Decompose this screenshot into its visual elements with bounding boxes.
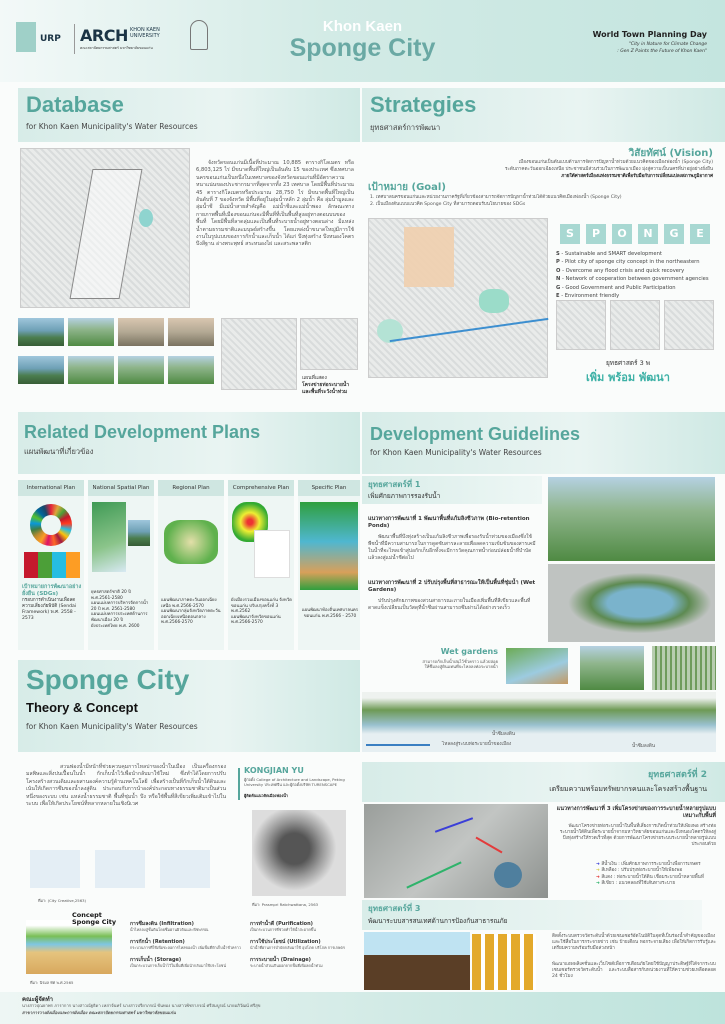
theory-body: สวนฟองน้ำมีหน้าที่ช่วยควบคุมการไหลบ่าของน้ำในเมือง เป็นเครื่องกรองมลพิษและสิ่งปนเปื้อนในน้ำ กักเก็บน้ำไว้เพื่อนำกลับมาใช้ใหม่ ซึ่งทำได้โดยการปรับโครงสร้างสวนเดิมและผสานองค์ความรู้ด้านเทคโนโลยี เพื่อสร้างเป็นที่กักเก็บน้ำใต้ดินและเน้นให้เกิดการซึมของน้ำลงสู่ดิน ประกอบกับการนำองค์ประกอบทางธรรมชาติมาเป็นส่วนหนึ่งของระบบ เช่น แหล่งน้ำธรรมชาติ พื้นที่ชุ่มน้ำ บึง หรือใช้พื้นที่สีเขียวเพิ่มเติมเข้าไปในระบบ เพื่อให้เกิดประโยชน์ที่หลากหลายในเชิงนิเวศ: [26, 764, 226, 808]
concept-item: การซึมลงดิน (Infiltration) น้ำไหลลงสู่ชั้นดินโดยซึมผ่านผิวดินและพืชพรรณ: [130, 921, 209, 932]
strategy-1-band: [362, 476, 542, 504]
guideline-3-body: พัฒนาโครงข่ายท่อระบายน้ำในพื้นที่เสี่ยงการเกิดน้ำท่วมให้เพียงพอ สร้างท่อระบายน้ำใต้ดินเพื่อระบายน้ำจากมหาวิทยาลัยขอนแก่นและบึงหนองโคตรให้ลงสู่บึงทุ่งสร้างให้รวดเร็วที่สุด ด้วยการพัฒนาโครงข่ายระบบระบายน้ำหลายรูปแบบ ประกอบด้วย: [559, 824, 716, 847]
strategy-3w-label: ยุทธศาสตร์ 3 พ: [606, 359, 651, 367]
plan-item: แผนพัฒนาภาคตะวันออกเฉียงเหนือ พ.ศ.2566-2570: [161, 598, 217, 609]
sponge-item: O - Overcome any flood crisis and quick recovery: [556, 267, 685, 274]
credits-band: [0, 992, 725, 1024]
concept-list-right: [250, 920, 350, 968]
concept-item: การใช้ประโยชน์ (Utilization) นำน้ำที่ผ่านการบำบัดกลับมาใช้ อุปโภค บริโภค การเกษตร: [250, 938, 345, 950]
sdg-tiles: [24, 552, 80, 578]
wet-gardens-title: Wet gardens: [440, 647, 498, 656]
section-label-2: ไหลลงสู่ระบบท่อระบายน้ำของเมือง: [442, 742, 512, 747]
sponge-letter-o: O: [612, 224, 632, 244]
bio-retention-render: [548, 477, 715, 561]
strategies-header: [362, 88, 725, 142]
database-subtitle: for Khon Kaen Municipality's Water Resources: [26, 122, 198, 131]
regional-map: [164, 520, 218, 564]
strategy-3w-1: เพิ่ม: [586, 371, 605, 384]
theory-title: Sponge City: [26, 664, 190, 695]
credits-names: นางสาวปุณยาพร ภาราการ นางสาวณัฐธิดา เหล่าจันทร์ นางสาวปรียาภรณ์ ขันทอง นางสาวพัชราภรณ์ ศรีสมบูรณ์ นายอภิวัฒน์ ศรีสุข: [22, 1003, 261, 1008]
strategy-3w-2: พร้อม: [608, 371, 636, 384]
strategy-3w: [586, 368, 670, 386]
section-label-3: น้ำซึมลงดิน: [632, 744, 656, 749]
flow-arrow: [366, 744, 430, 746]
plan-head: Comprehensive Plan: [228, 480, 294, 496]
sponge-list: [556, 250, 721, 300]
plan-item: แผนพัฒนากลุ่มจังหวัดภาคตะวันออกเฉียงเหนือตอนกลาง พ.ศ.2566-2570: [161, 609, 221, 626]
arch-logo: ARCH: [80, 26, 128, 45]
plan-item: แผนพัฒนาท้องถิ่นเทศบาลนครขอนแก่น พ.ศ.2566 - 2570: [301, 608, 359, 619]
urp-logo: URP: [40, 34, 61, 44]
guidelines-header: [362, 412, 725, 474]
plan-item: ผังเมืองรวมเมืองขอนแก่น จังหวัดขอนแก่น ปรับปรุงครั้งที่ 3 พ.ศ.2562: [231, 598, 292, 615]
concept-item: การกักน้ำ (Retention) กระบวนการที่ใช้เพื่อชะลอการไหลของน้ำ เพิ่มพื้นที่กักเก็บน้ำชั่วคราว: [130, 938, 241, 950]
header: [0, 0, 725, 82]
sponge-letter-e: E: [690, 224, 710, 244]
plan-item: เป้าหมายการพัฒนาอย่างยั่งยืน (SDGs): [22, 584, 82, 597]
sponge-item: S - Sustainable and SMART development: [556, 251, 662, 257]
plan-item: แผนแม่บทการบริหารจัดการน้ำ 20 ปี พ.ศ. 2561-2580: [91, 601, 149, 612]
vision-line-1: เมืองขอนแก่นเป็นต้นแบบด้านการจัดการปัญหาน้ำท่วมด้วยแนวคิดของเมืองฟองน้ำ (Sponge City): [518, 160, 713, 165]
drainage-legend: [596, 862, 716, 888]
strategy-3-title: ยุทธศาสตร์ที่ 3: [368, 904, 421, 913]
concept-illustration: [26, 920, 112, 974]
plan-item: ยุทธศาสตร์ชาติ 20 ปี พ.ศ.2561-2580: [91, 590, 131, 601]
strategies-title: Strategies: [370, 92, 477, 117]
event-title: World Town Planning Day: [592, 30, 707, 39]
theory-header: [18, 660, 360, 752]
guideline-3-title: แนวทางการพัฒนาที่ 3 เพิ่มโครงข่ายของการระบายน้ำหลายรูปแบบเหมาะกับพื้นที่: [556, 806, 716, 819]
strategy-3-body-1: ติดตั้งระบบตรวจวัดระดับน้ำด้วยเซนเซอร์อัตโนมัติในจุดที่เป็นร่องน้ำสำคัญของเมืองและใช้สื่อในการกระจายข่าว เช่น ป้ายเตือน หอกระจายเสียง เพื่อให้เกิดการรับรู้และเตรียมความพร้อมรับมือล่วงหน้า: [552, 934, 716, 952]
strategy-3-band: [362, 900, 702, 930]
vision-line-3: ภายใต้ศาสตร์เมืองแห่งธรรมชาติเพื่อรับมือกับการเปลี่ยนแปลงสภาพภูมิอากาศ: [561, 174, 713, 179]
sponge-item: E - Environment friendly: [556, 293, 620, 300]
plan-item: ผังประเทศไทย พ.ศ. 2600: [91, 623, 140, 629]
guidelines-title: Development Guidelines: [370, 424, 581, 444]
guideline-2-body: ปรับปรุงศักยภาพของสวนสาธารณะภายในเมืองเพิ่มพื้นที่สีเขียวและพื้นที่ดาดแข็งเปลี่ยนเป็นวัสดุที่น้ำซึมผ่านสามารถซึมผ่านได้อย่างรวดเร็ว: [368, 598, 531, 611]
drainage-map: [221, 318, 297, 390]
map-caption-3: และพื้นที่ระวังน้ำท่วม: [302, 389, 348, 395]
legend-item: ➜ สีเขียว : แนวคลองที่ใช้เส้นทางระบาย: [596, 881, 676, 887]
plan-column-international: [18, 480, 84, 650]
sdg-wheel-icon: [30, 504, 72, 546]
flood-risk-map: [300, 318, 358, 370]
strategy-minimap-1: [556, 300, 606, 350]
strategy-2-title: ยุทธศาสตร์ที่ 2: [648, 770, 707, 780]
plan-item: แผนแม่บทการประเทศด้านการพัฒนาเมือง 20 ปี: [91, 612, 148, 623]
plan-column-national: [88, 480, 154, 650]
credits-title: คณะผู้จัดทำ: [22, 996, 54, 1003]
plan-column-specific: [298, 480, 360, 650]
strategy-3-sub: พัฒนาระบบสารสนเทศด้านการป้องกันสาธารณภัย: [368, 917, 508, 925]
database-body: จังหวัดขอนแก่นมีเนื้อที่ประมาณ 10,885 ตารางกิโลเมตร หรือ 6,803,125 ไร่ มีขนาดพื้นที่ใหญ่เป็นอันดับ 15 ของประเทศ ซึ่งเทศบาลนครขอนแก่นเป็นหนึ่งในเทศบาลของจังหวัดขอนแก่นที่มีอัตราความหนาแน่นของประชากรมากที่สุดจากทั้ง 23 เทศบาล โดยมีพื้นที่ประมาณ 45 ตารางกิโลเมตรหรือประมาณ 28,750 ไร่ มีขนาดพื้นที่ใหญ่เป็นอันดับที่ 7 ของจังหวัด มีพื้นที่อยู่ในลุ่มน้ำหลัก 2 ลุ่มน้ำ คือ ลุ่มน้ำมูลและลุ่มน้ำชี มีแม่น้ำสายสำคัญคือ แม่น้ำชีและแม่น้ำพอง ลักษณะทางกายภาพพื้นที่เมืองขอนแก่นจะมีพื้นที่ที่เป็นพื้นที่สูงอยู่ทางตอนบนของพื้นที่ โดยมีพื้นที่ลาดลุ่มและเป็นพื้นที่ระบายน้ำอยู่ทางตอนล่าง มีแหล่งน้ำตามธรรมชาติและมนุษย์สร้างขึ้น โดยแหล่งน้ำขนาดใหญ่มีการใช้งานในรูปแบบของการกักน้ำและเก็บน้ำ ได้แก่ บึงทุ่งสร้าง บึงหนองโคตร บึงสีฐาน อ่างพระพุทธ์ สระหนองไผ่ และสระพลาสติก: [196, 160, 354, 248]
legend-item: ➜ สีแดง : ท่อระบายน้ำใต้ดิน เชื่อมระบายน้ำหลายพื้นที่: [596, 874, 704, 880]
municipality-map: [20, 148, 190, 308]
plan-cover: [254, 530, 290, 578]
wetland-section: [362, 692, 716, 752]
plan-item: แผนพัฒนาจังหวัดขอนแก่น พ.ศ.2566-2570: [231, 614, 281, 626]
map-caption-2: โครงข่ายท่อระบายน้ำ: [302, 382, 350, 388]
event-sub1: "City in Nature for Climate Change: [628, 42, 707, 47]
database-title: Database: [26, 92, 124, 117]
city-diagrams: [30, 850, 220, 888]
app-screens: [472, 934, 536, 990]
plan-head: Specific Plan: [298, 480, 360, 496]
map-caption-1: แผนที่แสดง: [302, 375, 327, 381]
plan-column-regional: [158, 480, 224, 650]
arrow-icon: ➜: [596, 881, 600, 887]
strategy-minimap-2: [610, 300, 660, 350]
concept-list-left: [130, 920, 242, 968]
sponge-letter-s: S: [560, 224, 580, 244]
title-top: Khon Kaen: [322, 18, 403, 35]
plan-head: International Plan: [18, 480, 84, 496]
person-bio-2: ผู้คิดค้นแนวคิดเมืองฟองน้ำ: [244, 793, 289, 798]
person-name: KONGJIAN YU: [244, 766, 304, 775]
plan-head: Regional Plan: [158, 480, 224, 496]
strategies-subtitle: ยุทธศาสตร์การพัฒนา: [370, 123, 441, 132]
plans-subtitle: แผนพัฒนาที่เกี่ยวข้อง: [24, 447, 94, 456]
guideline-1-title: แนวทางการพัฒนาที่ 1 พัฒนาพื้นที่แก้มลิงชีวภาพ (Bio-retention Ponds): [368, 516, 530, 529]
plan-cover: [128, 520, 150, 546]
strategy-1-title: ยุทธศาสตร์ที่ 1: [368, 480, 421, 489]
water-photos: [18, 318, 218, 390]
faculty-thai: คณะสถาปัตยกรรมศาสตร์ มหาวิทยาลัยขอนแก่น: [80, 46, 153, 50]
strategy-3-body-2: พัฒนาแอพพลิเคชั่นและเว็บไซต์เพื่อการเตือนภัยโดยใช้ปัญญาประดิษฐ์ที่ได้จากระบบเซนเซอร์ตรวจวัดระดับน้ำ และระบบสื่อสารกับหน่วยงานที่ให้ความช่วยเหลือตลอด 24 ชั่วโมง: [552, 962, 716, 980]
specific-plan-cover: [300, 502, 358, 590]
plans-header: [18, 412, 360, 474]
goal-title: เป้าหมาย (Goal): [368, 182, 446, 193]
wet-garden-diagram: [506, 648, 568, 684]
goal-2: 2. เป็นเมืองต้นแบบแนวคิด Sponge City ที่สามารถตอบรับนโยบายของ SDGs: [370, 202, 526, 207]
guideline-2-title: แนวทางการพัฒนาที่ 2 ปรับปรุงพื้นที่สาธารณะให้เป็นพื้นที่ชุ่มน้ำ (Wet Gardens): [368, 580, 536, 593]
sponge-item: P - Pilot city of sponge city concept in the northeastern: [556, 259, 700, 266]
concept-item: การเก็บน้ำ (Storage) เป็นกระบวนการเก็บน้ำไว้ในพื้นที่เพื่อนำกลับมาใช้ประโยชน์: [130, 956, 226, 968]
strategy-minimap-3: [664, 300, 714, 350]
arrow-icon: ➜: [596, 874, 600, 880]
theory-title-2: Theory & Concept: [26, 700, 138, 715]
guideline-1-body: พัฒนาพื้นที่บึงทุ่งสร้างเป็นแก้มลิงชีวภาพเพื่อรองรับน้ำท่วมของเมืองซึ่งใช้พืชน้ำที่มีความสามารถในการดูดซับสารละลายเพื่อลดความเข้มข้นของสารเคมีในน้ำที่จะไหลเข้าสู่บ่อกักเก็บอีกทั้งจะมีการวัดคุณภาพน้ำก่อนปล่อยน้ำที่บำบัดแล้วลงสู่แม่น้ำชีต่อไป: [368, 534, 536, 561]
title-main: Sponge City: [289, 34, 436, 62]
sponge-letter-n: N: [638, 224, 658, 244]
sponge-letter-g: G: [664, 224, 684, 244]
thailand-map: [92, 502, 126, 572]
credits-dept: สาขาการวางผังเมืองและการผังเมือง คณะสถาปัตยกรรมศาสตร์ มหาวิทยาลัยขอนแก่น: [22, 1010, 176, 1015]
strategy-2-sub: เตรียมความพร้อมทรัพยากรคนและโครงสร้างพื้นฐาน: [549, 785, 707, 793]
wet-gardens-body: สามารถกักเก็บน้ำฝนไว้ชั่วคราว แล้วปล่อยให้ซึมลงสู่ดินแทนที่จะไหลลงท่อระบายน้ำ: [422, 659, 498, 670]
diagram-credit: ที่มา: (City Creative,2563): [38, 898, 87, 903]
strategy-map: [368, 218, 548, 378]
concept-item: การทำน้ำดี (Purification) เป็นกระบวนการที่ช่วยทำให้น้ำสะอาดขึ้น: [250, 921, 316, 932]
kku-logo: KHON KAEN UNIVERSITY: [130, 27, 160, 39]
vision-line-2: ระดับภาคตะวันออกเฉียงเหนือ ประชาชนมีส่วนร่วมในการพัฒนาเมือง มุ่งสู่ความเป็นนครที่น่าอยู่อย่างยั่งยืน: [504, 167, 713, 172]
concept-item: การระบายน้ำ (Drainage) ระบายน้ำส่วนเกินออกจากพื้นที่เพื่อลดน้ำท่วม: [250, 956, 323, 968]
strategy-1-sub: เพิ่มศักยภาพการรองรับน้ำ: [368, 492, 441, 500]
concept-credit: ที่มา: นิรมล ทัศ พ.ศ.2565: [30, 980, 74, 985]
goal-1: 1. เทศบาลนครขอนแก่นและหน่วยงานภาครัฐที่เกี่ยวข้องสามารถจัดการปัญหาน้ำท่วมได้ด้วยแนวคิดเมืองฟองน้ำ (Sponge City): [370, 195, 622, 200]
sensor-diagram: [364, 932, 470, 990]
permeable-paving-photo: [652, 646, 716, 690]
plans-title: Related Development Plans: [24, 422, 261, 442]
strategy-2-band: [362, 762, 725, 802]
person-accent-bar: [238, 768, 240, 800]
arrow-icon: ➜: [596, 868, 600, 874]
person-bio: ผู้ก่อตั้ง College of Architecture and Landscape, Peking University ประเทศจีน และผู้ก่อตั้งบริษัท TURENSCAPE: [244, 777, 345, 787]
sponge-letters: [560, 222, 716, 244]
sponge-letter-p: P: [586, 224, 606, 244]
sponge-item: N - Network of cooperation between government agencies: [556, 276, 709, 283]
concept-label: Concept Sponge City: [72, 911, 117, 926]
section-label-1: น้ำซึมลงดิน: [492, 732, 516, 737]
sponge-item: G - Good Government and Public Participation: [556, 284, 676, 291]
event-sub2: : Gen Z Paints the Future of Khon Kaen": [617, 49, 707, 54]
theory-subtitle: for Khon Kaen Municipality's Water Resources: [26, 722, 198, 731]
bio-retention-aerial: [548, 564, 715, 642]
wet-garden-photo: [580, 646, 644, 690]
photo-credit: ที่มา: Prasmpri Ratchwattana, 2563: [252, 902, 319, 907]
strategy-3w-3: พัฒนา: [638, 371, 670, 384]
arrow-icon: ➜: [596, 862, 600, 867]
legend-item: ➜ สีน้ำเงิน : เพิ่มศักยภาพการระบายน้ำเพื่อการเกษตร: [596, 862, 701, 867]
plan-column-comprehensive: [228, 480, 294, 650]
vision-title: วิสัยทัศน์ (Vision): [628, 148, 713, 159]
kongjian-yu-photo: [252, 810, 346, 896]
drainage-network-map: [364, 804, 548, 898]
guidelines-subtitle: for Khon Kaen Municipality's Water Resources: [370, 448, 542, 457]
database-header: [18, 88, 360, 142]
legend-item: ➜ สีเหลือง : ปรับปรุงท่อระบายน้ำให้เพียงพอ: [596, 868, 683, 874]
plan-head: National Spatial Plan: [88, 480, 154, 496]
plan-item: กรอบการดำเนินงานเพื่อลดความเสี่ยงภัยพิบัติ (Sendai Framework) พ.ศ. 2558 - 2573: [22, 598, 77, 621]
